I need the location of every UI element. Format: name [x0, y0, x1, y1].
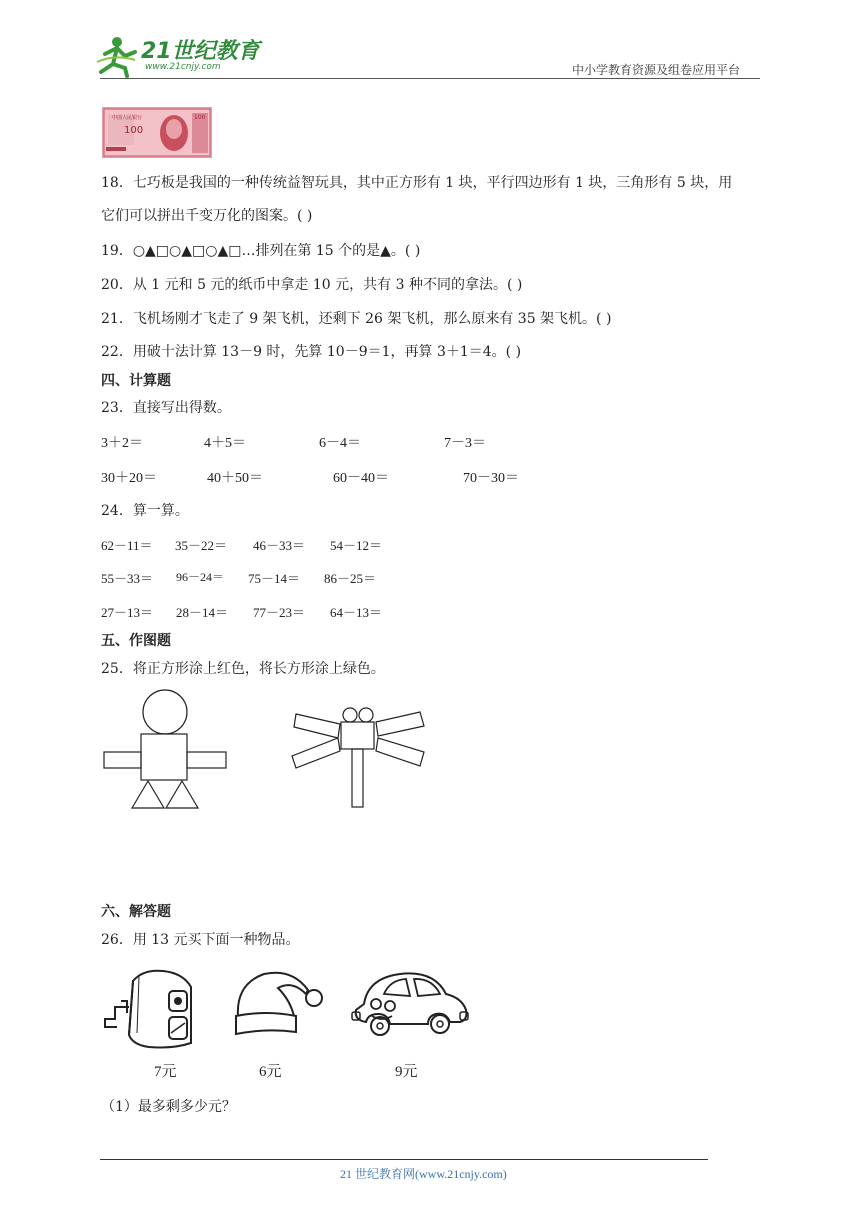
robot-right-leg-triangle [166, 781, 198, 808]
header-rule [100, 78, 760, 79]
footer-text: 21 世纪教育网(www.21cnjy.com) [340, 1167, 507, 1181]
toy-car-icon [350, 964, 472, 1044]
question-25: 25．将正方形涂上红色，将长方形涂上绿色。 [101, 661, 385, 677]
q24-r1-c1: 62－11＝ [101, 538, 153, 553]
price-car: 9元 [395, 1064, 418, 1080]
hat-icon [230, 966, 325, 1041]
q23-r2-c4: 70－30＝ [463, 471, 519, 486]
dragonfly-right-eye [359, 708, 373, 722]
q24-r1-c4: 54－12＝ [330, 538, 383, 553]
q24-r1-c3: 46－33＝ [253, 538, 306, 553]
q24-r1-c2: 35－22＝ [175, 538, 228, 553]
question-22: 22．用破十法计算 13－9 时，先算 10－9＝1，再算 3＋1＝4。( ) [101, 344, 522, 360]
q24-r3-c3: 77－23＝ [253, 605, 306, 620]
section-5-title: 五、作图题 [101, 633, 171, 649]
question-26-sub1: （1）最多剩多少元？ [101, 1099, 236, 1115]
header-right-text: 中小学教育资源及组卷应用平台 [572, 63, 741, 77]
banknote-bank-name: 中国人民银行 [112, 115, 143, 121]
q24-r3-c2: 28－14＝ [176, 605, 229, 620]
price-sharpener: 7元 [154, 1064, 177, 1080]
dragonfly-left-eye [343, 708, 357, 722]
question-18-line1: 18．七巧板是我国的一种传统益智玩具，其中正方形有 1 块，平行四边形有 1 块，三角形有 5 块，用 [101, 175, 733, 191]
robot-left-leg-triangle [132, 781, 164, 808]
dragonfly-wing-lower-left [292, 738, 340, 768]
dragonfly-wing-upper-left [294, 714, 340, 738]
robot-body-square [141, 734, 187, 780]
q24-r2-c4: 86－25＝ [324, 571, 377, 586]
question-21: 21．飞机场刚才飞走了 9 架飞机，还剩下 26 架飞机，那么原来有 35 架飞机。( ) [101, 311, 612, 327]
q24-r3-c1: 27－13＝ [101, 605, 154, 620]
pencil-sharpener-icon [103, 963, 198, 1053]
question-26: 26．用 13 元买下面一种物品。 [101, 932, 300, 948]
question-18-line2: 它们可以拼出千变万化的图案。( ) [101, 208, 313, 224]
logo-url: www.21cnjy.com [145, 62, 221, 72]
banknote-denomination: 100 [124, 125, 144, 136]
section-6-title: 六、解答题 [101, 904, 171, 920]
q23-r2-c3: 60－40＝ [333, 471, 389, 486]
header-logo [95, 34, 265, 78]
question-23: 23．直接写出得数。 [101, 400, 231, 416]
footer-rule [100, 1159, 708, 1160]
question-19: 19．○▲□○▲□○▲□…排列在第 15 个的是▲。( ) [101, 243, 421, 259]
q23-r1-c1: 3＋2＝ [101, 436, 143, 451]
q24-r2-c2: 96－24＝ [176, 570, 225, 584]
question-20: 20．从 1 元和 5 元的纸币中拿走 10 元，共有 3 种不同的拿法。( ) [101, 277, 523, 293]
question-24: 24．算一算。 [101, 503, 189, 519]
q23-r1-c4: 7－3＝ [444, 436, 486, 451]
q23-r1-c2: 4＋5＝ [204, 436, 246, 451]
q23-r1-c3: 6－4＝ [319, 436, 361, 451]
dragonfly-wing-lower-right [376, 738, 424, 766]
section-4-title: 四、计算题 [101, 373, 171, 389]
dragonfly-wing-upper-right [376, 712, 424, 736]
q23-r2-c1: 30＋20＝ [101, 471, 157, 486]
q24-r2-c3: 75－14＝ [248, 571, 301, 586]
svg-text:100: 100 [194, 114, 206, 121]
q24-r3-c4: 64－13＝ [330, 605, 383, 620]
robot-right-arm-rect [187, 752, 226, 768]
price-hat: 6元 [259, 1064, 282, 1080]
robot-left-arm-rect [104, 752, 141, 768]
dragonfly-shape-figure [288, 700, 430, 812]
q24-r2-c1: 55－33＝ [101, 571, 154, 586]
banknote-image [102, 107, 212, 158]
robot-head-circle [143, 690, 187, 734]
dragonfly-body-square [341, 722, 374, 749]
q23-r2-c2: 40＋50＝ [207, 471, 263, 486]
robot-shape-figure [100, 688, 235, 813]
logo-text: 21世纪教育 [141, 39, 260, 64]
dragonfly-tail-rect [352, 749, 363, 807]
